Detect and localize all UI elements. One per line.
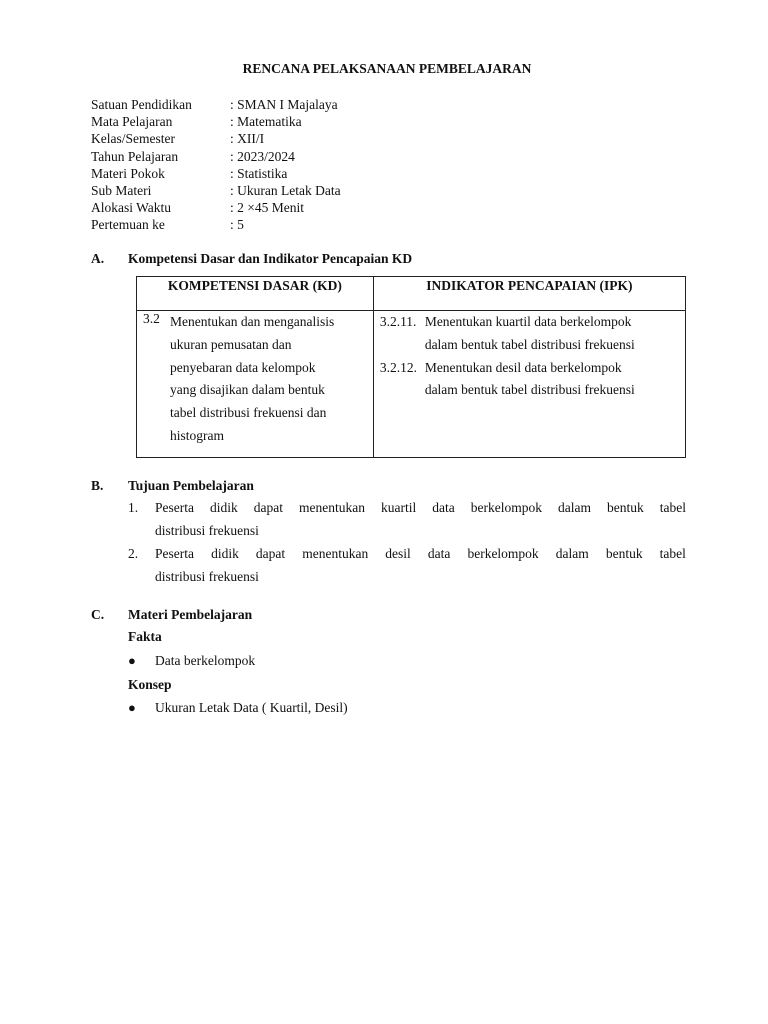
word: menentukan [302,546,369,561]
word: dalam [555,546,589,561]
identity-label: Sub Materi [91,182,152,198]
identity-value: : SMAN I Majalaya [230,97,338,112]
objective-line: distribusi frekuensi [155,523,259,538]
identity-row [91,130,491,147]
kd-line: penyebaran data kelompok [170,359,316,375]
word: didik [211,546,239,561]
identity-row [91,165,491,182]
identity-row [91,113,491,130]
identity-value: : 5 [230,217,244,233]
ipk-cell [373,311,685,458]
kd-line: histogram [170,427,224,443]
section-letter: C. [91,607,105,622]
ipk-number: 3.2.11. [379,314,417,329]
kd-cell [137,311,374,458]
fakta-label: Fakta [128,629,162,644]
identity-label: Alokasi Waktu [91,200,172,216]
identity-row [91,182,491,199]
section-letter: B. [91,478,104,493]
identity-row [91,96,491,113]
word: tabel [659,546,686,561]
kd-line: Menentukan dan menganalisis [170,314,335,329]
objective-line: distribusi frekuensi [155,569,259,584]
identity-value: : 2023/2024 [230,148,295,164]
section-title: Kompetensi Dasar dan Indikator Pencapaian KD [128,251,413,266]
section-letter: A. [91,251,105,266]
word: dapat [255,546,286,561]
word: dalam [557,500,591,515]
identity-row [91,148,491,165]
identity-value: : 2 ×45 Menit [230,200,304,216]
word: Peserta [155,500,194,515]
identity-label: Satuan Pendidikan [91,97,192,112]
ipk-line: Menentukan kuartil data berkelompok [424,314,632,329]
identity-label: Mata Pelajaran [91,114,173,130]
kd-number: 3.2 [143,311,160,326]
identity-value: : Matematika [230,114,302,130]
table-header-kd: KOMPETENSI DASAR (KD) [137,277,374,311]
identity-label: Kelas/Semester [91,131,175,147]
identity-value: : Ukuran Letak Data [230,182,341,198]
identity-value: : Statistika [230,165,288,181]
table-header-ipk: INDIKATOR PENCAPAIAN (IPK) [373,277,685,311]
identity-block [91,96,491,234]
kd-ipk-table [136,276,686,458]
identity-label: Pertemuan ke [91,217,165,233]
word: berkelompok [470,500,542,515]
word: data [427,546,451,561]
bullet-icon: ● [128,653,136,668]
identity-row [91,199,491,216]
objective-line [155,546,686,562]
word: dapat [253,500,283,515]
word: berkelompok [467,546,539,561]
kd-line: ukuran pemusatan dan [170,336,292,352]
word: data [432,500,455,515]
objective-line [155,500,686,516]
word: tabel [659,500,686,515]
section-title: Materi Pembelajaran [128,607,253,622]
word: Peserta [155,546,194,561]
objective-number: 1. [128,500,139,515]
ipk-line: dalam bentuk tabel distribusi frekuensi [424,382,635,398]
word: bentuk [606,500,644,515]
kd-line: yang disajikan dalam bentuk [170,382,325,398]
list-item-text: Ukuran Letak Data ( Kuartil, Desil) [155,700,348,715]
list-item-text: Data berkelompok [155,653,256,668]
ipk-line: dalam bentuk tabel distribusi frekuensi [424,336,635,352]
word: didik [209,500,238,515]
word: kuartil [380,500,417,515]
identity-value: : XII/I [230,131,265,147]
objective-number: 2. [128,546,139,561]
identity-label: Tahun Pelajaran [91,148,179,164]
section-title: Tujuan Pembelajaran [128,478,254,493]
konsep-label: Konsep [128,677,172,692]
word: menentukan [299,500,365,515]
identity-row [91,216,491,233]
kd-description [170,311,370,448]
identity-label: Materi Pokok [91,165,165,181]
word: bentuk [605,546,643,561]
word: desil [385,546,411,561]
ipk-number: 3.2.12. [379,359,417,375]
document-title: RENCANA PELAKSANAAN PEMBELAJARAN [242,61,532,76]
kd-line: tabel distribusi frekuensi dan [170,405,327,421]
ipk-line: Menentukan desil data berkelompok [424,359,622,375]
bullet-icon: ● [128,700,136,715]
